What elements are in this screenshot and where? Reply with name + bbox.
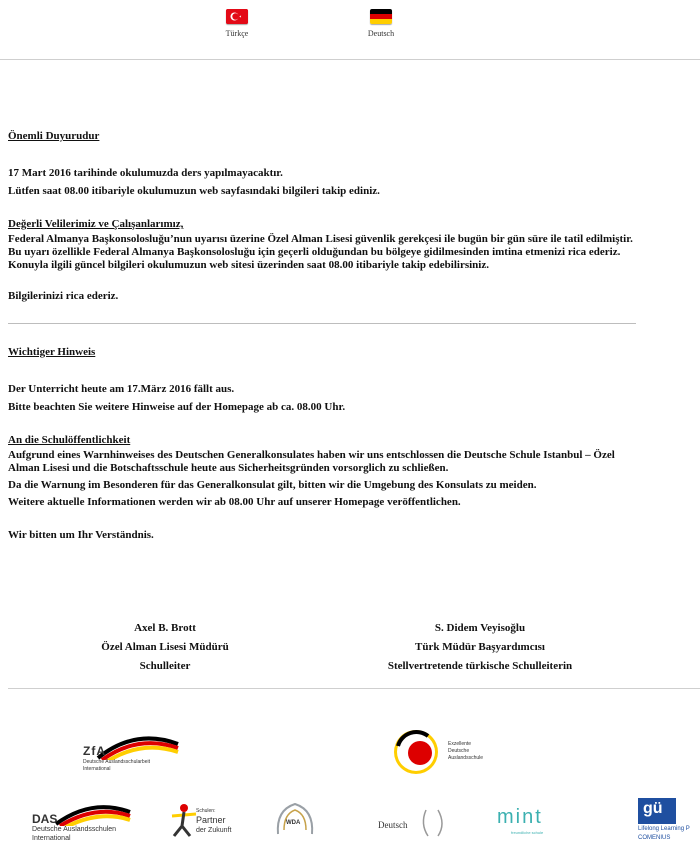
- excellent-caption-1: Exzellente: [448, 741, 472, 747]
- german-line-1: Der Unterricht heute am 17.März 2016 fällt aus.: [8, 383, 235, 395]
- pasch-caption-2: Partner: [196, 815, 226, 825]
- zfa-mark: ZfA: [83, 744, 106, 758]
- announcement-content: [8, 130, 648, 542]
- german-body-3: Weitere aktuelle Informationen werden wir ab 08.00 Uhr auf unserer Homepage veröffentlichen.: [8, 496, 461, 508]
- das-caption-2: International: [32, 835, 71, 842]
- signature-left-title-de: Schulleiter: [139, 660, 191, 672]
- german-flag-icon: [370, 9, 392, 24]
- turkish-line-2: Lütfen saat 08.00 itibariyle okulumuzun web sayfasındaki bilgileri takip ediniz.: [8, 185, 380, 197]
- language-turkish-link[interactable]: [202, 9, 272, 38]
- header-divider: [0, 59, 700, 60]
- turkish-heading: Önemli Duyurudur: [8, 130, 100, 142]
- zfa-logo[interactable]: [80, 732, 190, 777]
- deutsch-text: Deutsch: [378, 820, 408, 830]
- excellent-caption-3: Auslandsschule: [448, 755, 484, 761]
- german-body-2: Da die Warnung im Besonderen für das Generalkonsulat gilt, bitten wir die Umgebung des Konsulats zu meiden.: [8, 479, 537, 491]
- german-body-1: Aufgrund eines Warnhinweises des Deutschen Generalkonsulates haben wir uns entschlossen die Deutsche Schule Istanbul – Özel Alman Lisesi und die Botschaftsschule heute aus Sicherheitsgründen vorsorglich zu schließen.: [8, 449, 615, 474]
- footer-divider: [8, 688, 700, 689]
- deutsch-logo[interactable]: [378, 806, 458, 840]
- pasch-logo[interactable]: [170, 798, 240, 848]
- zfa-caption-2: International: [83, 766, 111, 772]
- mint-caption: freundliche schule: [511, 830, 544, 835]
- german-closing: Wir bitten um Ihr Verständnis.: [8, 529, 154, 541]
- wda-mark: WDA: [286, 820, 301, 826]
- language-german-link[interactable]: [346, 9, 416, 38]
- das-caption-1: Deutsche Auslandsschulen: [32, 826, 117, 833]
- comenius-caption-2: COMENIUS: [638, 835, 671, 841]
- german-salutation: An die Schulöffentlichkeit: [8, 434, 131, 446]
- mint-text: mint: [497, 806, 543, 828]
- turkish-body: Federal Almanya Başkonsolosluğu’nun uyarısı üzerine Özel Alman Lisesi güvenlik gerekçesi ile bugün bir gün süre ile tatil edilmiştir. Bu uyarı özellikle Federal Almanya Başkonsolosluğu için geçerli olduğundan bu bölgeye gidilmesinden imtina etmenizi rica ederiz. Konuyla ilgili güncel bilgileri okulumuzun web sitesi üzerinden saat 08.00 itibariyle takip edebilirsiniz.: [8, 233, 633, 271]
- comenius-caption-1: Lifelong Learning P: [638, 826, 690, 832]
- das-logo[interactable]: [30, 800, 140, 846]
- signature-left-title-tr: Özel Alman Lisesi Müdürü: [101, 641, 229, 653]
- pasch-caption-3: der Zukunft: [196, 827, 232, 834]
- deutsch-wings-icon: [418, 806, 448, 840]
- comenius-logo[interactable]: [636, 798, 700, 848]
- mint-logo[interactable]: [497, 806, 577, 840]
- turkish-closing: Bilgilerinizi rica ederiz.: [8, 290, 119, 302]
- signature-right-name: S. Didem Veyisoğlu: [434, 622, 526, 634]
- excellent-circle-icon: [392, 728, 440, 776]
- comenius-mark: gü: [643, 800, 663, 817]
- signature-left: [15, 619, 315, 676]
- language-bar: [0, 0, 700, 58]
- german-line-2: Bitte beachten Sie weitere Hinweise auf der Homepage ab ca. 08.00 Uhr.: [8, 401, 346, 413]
- language-turkish-label: Türkçe: [225, 29, 249, 38]
- pasch-caption-1: Schulen:: [196, 808, 216, 814]
- german-heading: Wichtiger Hinweis: [8, 346, 96, 358]
- wda-logo[interactable]: [272, 800, 322, 844]
- turkish-flag-icon: [226, 9, 248, 24]
- language-german-label: Deutsch: [367, 29, 395, 38]
- excellent-school-logo[interactable]: [392, 728, 512, 778]
- excellent-caption-2: Deutsche: [448, 748, 470, 754]
- signature-right-title-de: Stellvertretende türkische Schulleiterin: [387, 660, 573, 672]
- pasch-figure-icon: [170, 802, 198, 838]
- zfa-caption-1: Deutsche Auslandsschularbeit: [83, 759, 150, 765]
- das-mark: DAS: [32, 812, 58, 826]
- signature-left-name: Axel B. Brott: [134, 622, 196, 634]
- signature-right-title-tr: Türk Müdür Başyardımcısı: [415, 641, 545, 653]
- turkish-line-1: 17 Mart 2016 tarihinde okulumuzda ders yapılmayacaktır.: [8, 167, 283, 179]
- signature-right: [330, 619, 630, 676]
- turkish-salutation: Değerli Velilerimiz ve Çalışanlarımız,: [8, 218, 184, 230]
